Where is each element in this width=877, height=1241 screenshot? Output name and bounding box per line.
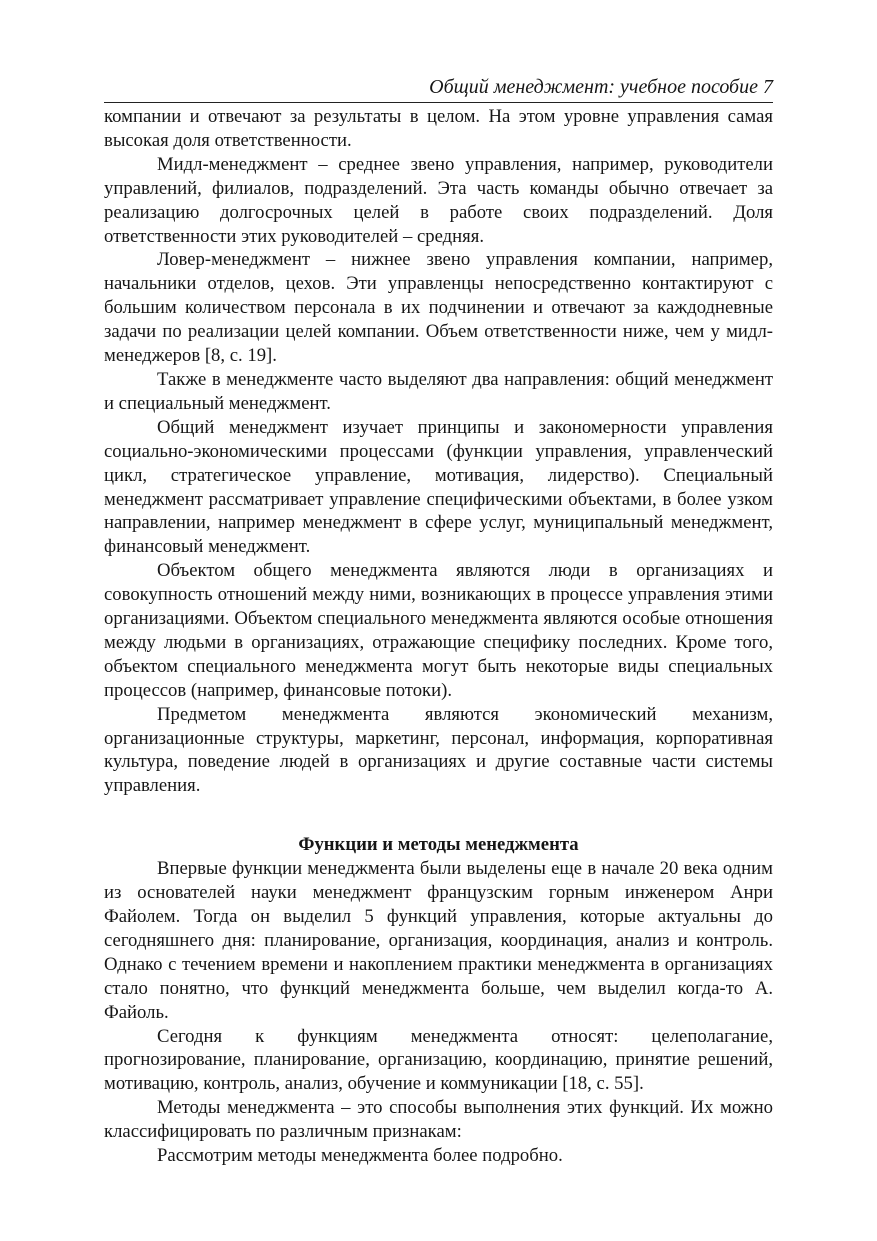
- paragraph-two-directions: Также в менеджменте часто выделяют два направления: общий менеджмент и специальный менеджмент.: [104, 368, 773, 414]
- paragraph-consider-methods: Рассмотрим методы менеджмента более подробно.: [157, 1145, 563, 1167]
- paragraph-object: Объектом общего менеджмента являются люди в организациях и совокупность отношений между ними, возникающих в процессе управления этими организациями. Объектом специального менеджмента являются особые отношения между людьми в организациях, отражающие специфику последних. Кроме того, объектом специального менеджмента могут быть некоторые виды специальных процессов (например, финансовые потоки).: [104, 560, 773, 701]
- paragraph-middle-management: Мидл-менеджмент – среднее звено управления, например, руководители управлений, филиалов, подразделений. Эта часть команды обычно отвечает за реализацию долгосрочных целей в работе своих подразделений. Доля ответственности этих руководителей – средняя.: [104, 153, 773, 247]
- paragraph-functions-today: Сегодня к функциям менеджмента относят: целеполагание, прогнозирование, планирование, организацию, координацию, принятие решений, мотивацию, контроль, анализ, обучение и коммуникации [18, с. 55].: [104, 1025, 773, 1095]
- paragraph-lower-management: Ловер-менеджмент – нижнее звено управления компании, например, начальники отделов, цехов. Эти управленцы непосредственно контактируют с большим количеством персонала в их подчинении и отвечают за каждодневные задачи по реализации целей компании. Объем ответственности ниже, чем у мидл-менеджеров [8, с. 19].: [104, 249, 773, 367]
- paragraph-subject: Предметом менеджмента являются экономический механизм, организационные структуры, маркетинг, персонал, информация, корпоративная культура, поведение людей в организациях и другие составные части системы управления.: [104, 703, 773, 797]
- paragraph-fayol: Впервые функции менеджмента были выделены еще в начале 20 века одним из основателей науки менеджмент французским горным инженером Анри Файолем. Тогда он выделил 5 функций управления, которые актуальны до сегодняшнего дня: планирование, организация, координация, анализ и контроль. Однако с течением времени и накоплением практики менеджмента в организациях стало понятно, что функций менеджмента больше, чем выделил когда-то А. Файоль.: [104, 858, 773, 1023]
- page-header: [104, 72, 773, 103]
- paragraph-methods: Методы менеджмента – это способы выполнения этих функций. Их можно классифицировать по различным признакам:: [104, 1097, 773, 1143]
- running-title: Общий менеджмент: учебное пособие 7: [429, 76, 773, 98]
- paragraph-continuation: компании и отвечают за результаты в целом. На этом уровне управления самая высокая доля ответственности.: [104, 106, 773, 151]
- section-heading: Функции и методы менеджмента: [298, 834, 579, 856]
- page-body: [104, 105, 773, 1168]
- paragraph-general-management: Общий менеджмент изучает принципы и закономерности управления социально-экономическими процессами (функции управления, управленческий цикл, стратегическое управление, мотивация, лидерство). Специальный менеджмент рассматривает управление специфическими объектами, в более узком направлении, например менеджмент в сфере услуг, муниципальный менеджмент, финансовый менеджмент.: [104, 416, 773, 558]
